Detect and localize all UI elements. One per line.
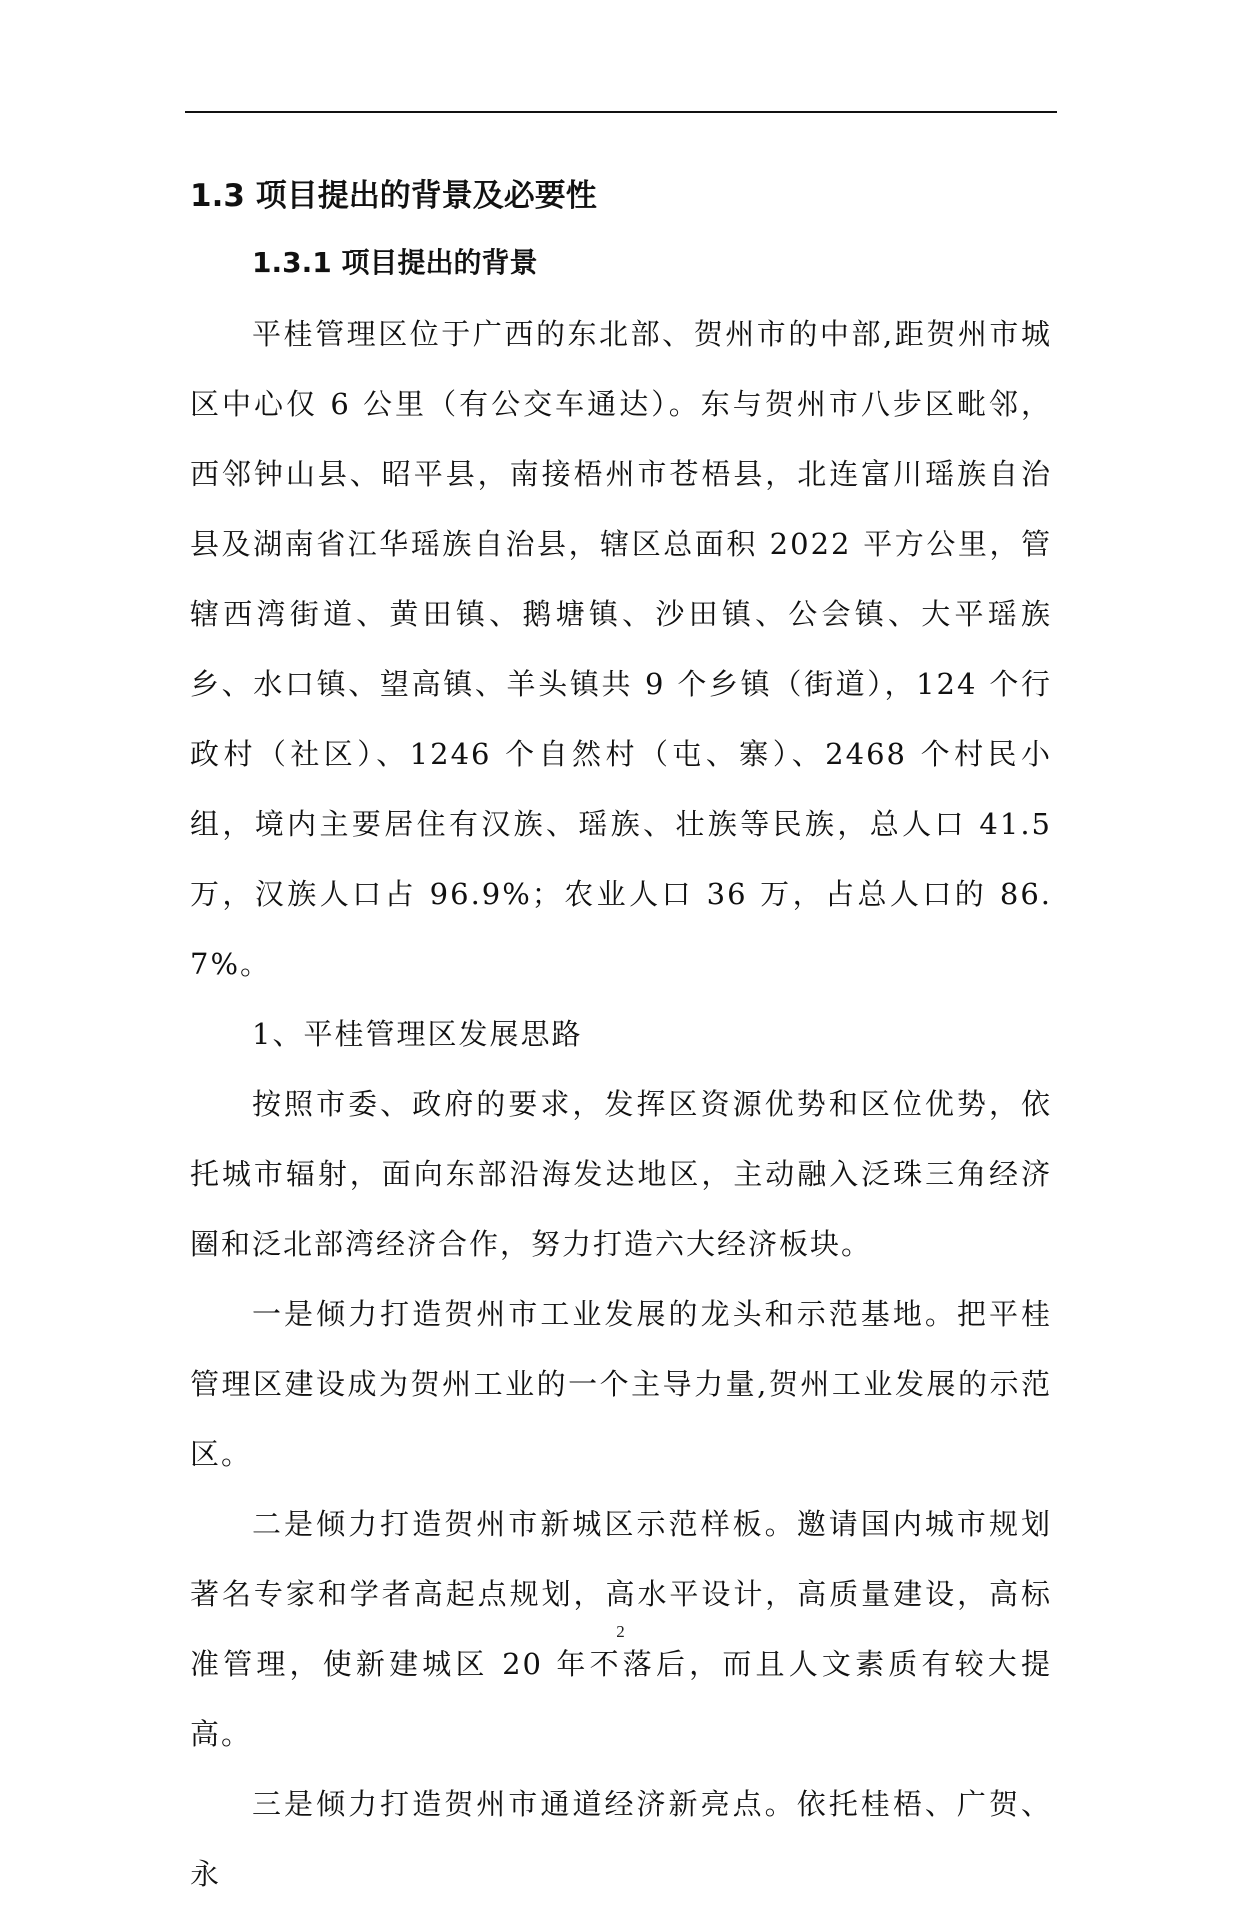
section-heading: 1.3 项目提出的背景及必要性 <box>190 178 597 214</box>
paragraph-list-heading: 1、平桂管理区发展思路 <box>252 1017 583 1051</box>
header-rule <box>185 111 1057 113</box>
paragraph-overview: 平桂管理区位于广西的东北部、贺州市的中部,距贺州市城区中心仅 6 公里（有公交车通达）。东与贺州市八步区毗邻，西邻钟山县、昭平县，南接梧州市苍梧县，北连富川瑶族自治县及湖南省江华瑶族自治县，辖区总面积 2022 平方公里，管辖西湾街道、黄田镇、鹅塘镇、沙田镇、公会镇、大平瑶族乡、水口镇、望高镇、羊头镇共 9 个乡镇（街道），124 个行政村（社区）、1246 个自然村（屯、寨）、2468 个村民小组，境内主要居住有汉族、瑶族、壮族等民族，总人口 41.5 万，汉族人口占 96.9%；农业人口 36 万，占总人口的 86.7%。 <box>190 317 1052 981</box>
page-number: 2 <box>616 1622 625 1641</box>
paragraph-point-three: 三是倾力打造贺州市通道经济新亮点。依托桂梧、广贺、永 <box>190 1787 1052 1891</box>
paragraph-point-one: 一是倾力打造贺州市工业发展的龙头和示范基地。把平桂管理区建设成为贺州工业的一个主导力量,贺州工业发展的示范区。 <box>190 1297 1052 1471</box>
subsection-heading: 1.3.1 项目提出的背景 <box>252 246 538 279</box>
page-body <box>190 165 1052 1909</box>
paragraph-point-two: 二是倾力打造贺州市新城区示范样板。邀请国内城市规划著名专家和学者高起点规划，高水平设计，高质量建设，高标准管理，使新建城区 20 年不落后，而且人文素质有较大提高。 <box>190 1507 1052 1751</box>
paragraph-development-approach: 按照市委、政府的要求，发挥区资源优势和区位优势，依托城市辐射，面向东部沿海发达地区，主动融入泛珠三角经济圈和泛北部湾经济合作，努力打造六大经济板块。 <box>190 1087 1052 1261</box>
